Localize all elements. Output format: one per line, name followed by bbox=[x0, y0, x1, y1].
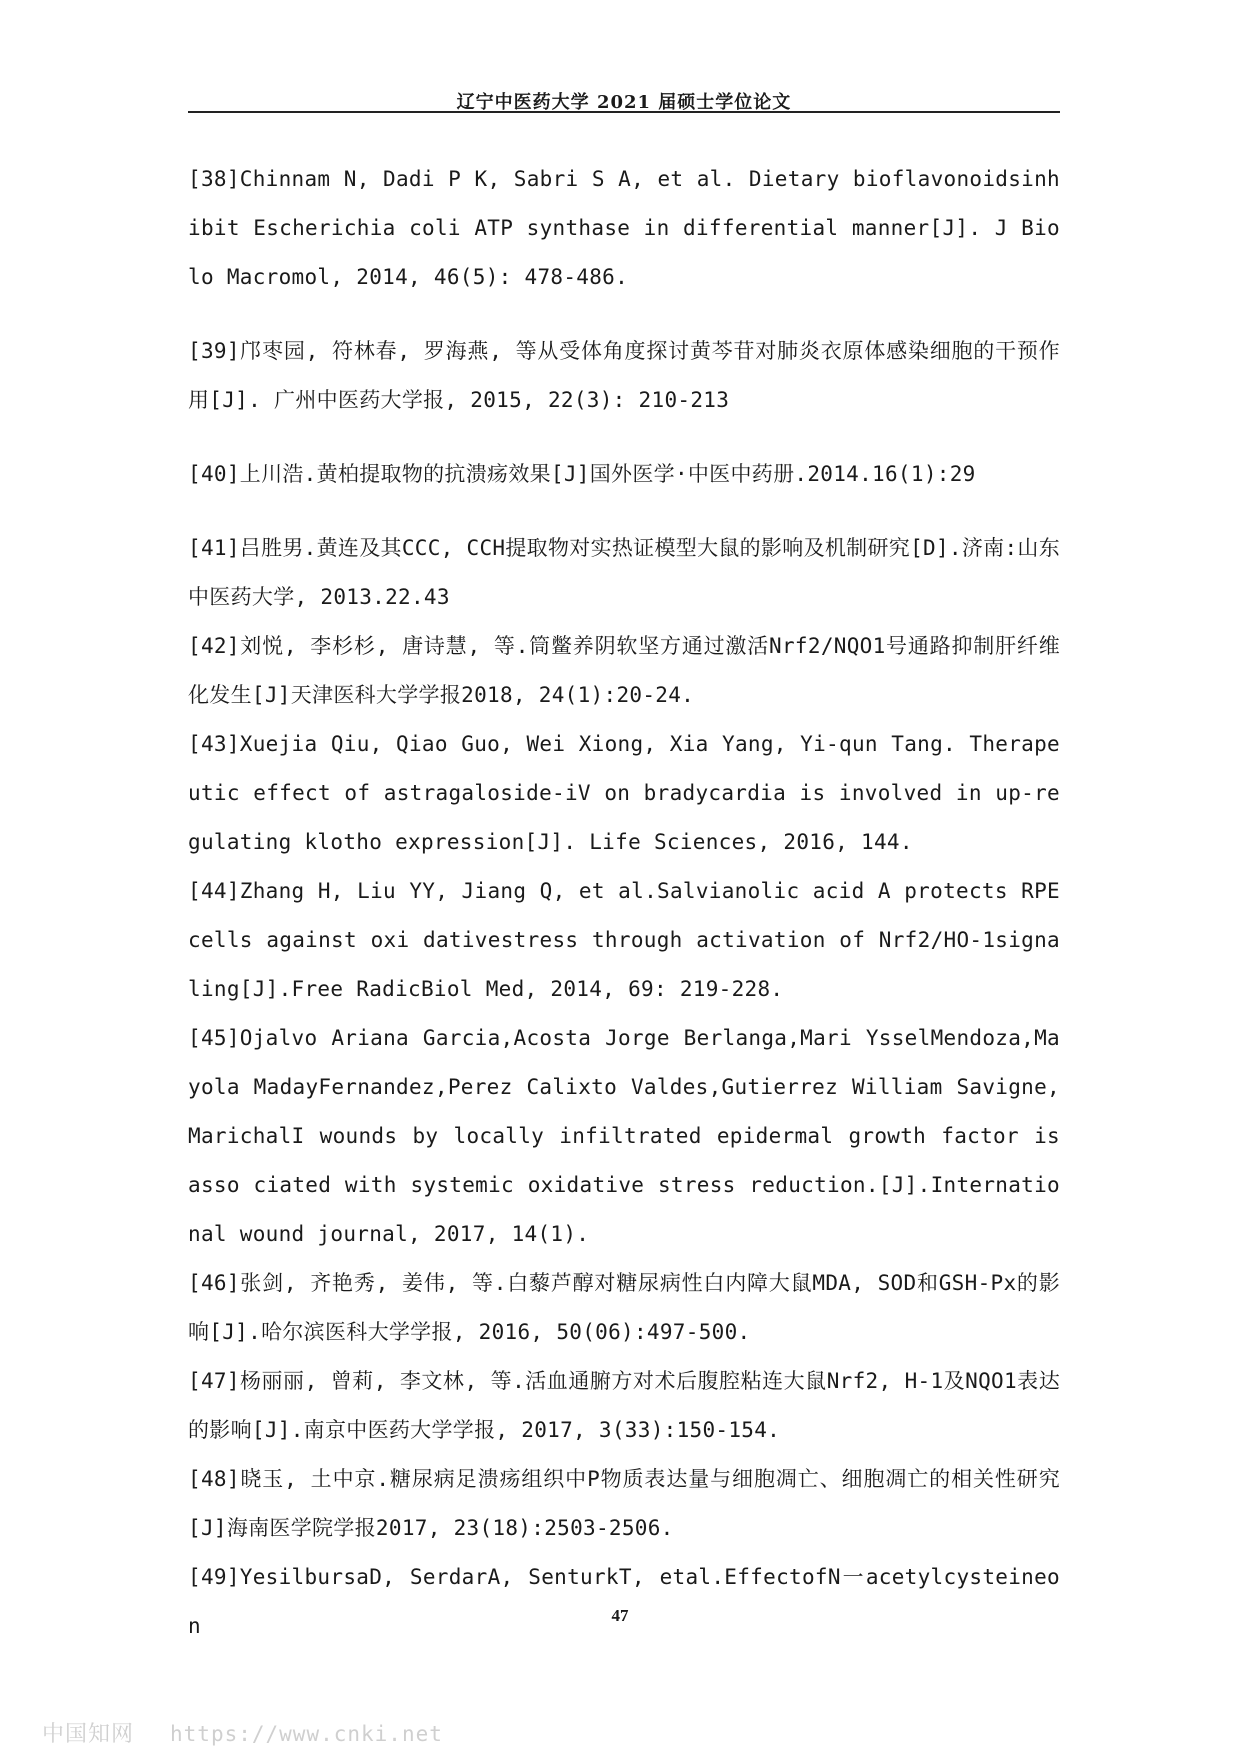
reference-item-39: [39]邝枣园, 符林春, 罗海燕, 等从受体角度探讨黄芩苷对肺炎衣原体感染细胞的干预作用[J]. 广州中医药大学报, 2015, 22(3): 210-213 bbox=[188, 339, 1060, 412]
watermark-logo-text: 中国知网 bbox=[42, 1721, 135, 1746]
reference-item-43: [43]Xuejia Qiu, Qiao Guo, Wei Xiong, Xia Yang, Yi-qun Tang. Therapeutic effect of astragaloside-iV on bradycardia is involved in up-regulating klotho expression[J]. Life Sciences, 2016, 144. bbox=[188, 732, 1060, 854]
reference-item-40: [40]上川浩.黄柏提取物的抗溃疡效果[J]国外医学·中医中药册.2014.16(1):29 bbox=[188, 462, 976, 486]
reference-list bbox=[188, 155, 1060, 1651]
watermark-url: https://www.cnki.net bbox=[170, 1722, 443, 1746]
page-number: 47 bbox=[611, 1606, 629, 1625]
reference-item-47: [47]杨丽丽, 曾莉, 李文林, 等.活血通腑方对术后腹腔粘连大鼠Nrf2, H-1及NQO1表达的影响[J].南京中医药大学学报, 2017, 3(33):150-154. bbox=[188, 1369, 1060, 1442]
reference-item-49: [49]YesilbursaD, SerdarA, SenturkT, etal.EffectofN一acetylcysteineon bbox=[188, 1565, 1060, 1638]
cnki-watermark bbox=[42, 1717, 443, 1748]
reference-item-41: [41]吕胜男.黄连及其CCC, CCH提取物对实热证模型大鼠的影响及机制研究[D].济南:山东中医药大学, 2013.22.43 bbox=[188, 536, 1060, 609]
reference-item-45: [45]Ojalvo Ariana Garcia,Acosta Jorge Berlanga,Mari YsselMendoza,Mayola MadayFernandez,Perez Calixto Valdes,Gutierrez William Savigne,MarichalI wounds by locally infiltrated epidermal growth factor is asso ciated with systemic oxidative stress reduction.[J].International wound journal, 2017, 14(1). bbox=[188, 1026, 1060, 1246]
reference-item-38: [38]Chinnam N, Dadi P K, Sabri S A, et al. Dietary bioflavonoidsinhibit Escherichia coli ATP synthase in differential manner[J]. J Biolo Macromol, 2014, 46(5): 478-486. bbox=[188, 167, 1060, 289]
reference-item-46: [46]张剑, 齐艳秀, 姜伟, 等.白藜芦醇对糖尿病性白内障大鼠MDA, SOD和GSH-Px的影响[J].哈尔滨医科大学学报, 2016, 50(06):497-500. bbox=[188, 1271, 1060, 1344]
reference-item-42: [42]刘悦, 李杉杉, 唐诗慧, 等.筒鳖养阴软坚方通过激活Nrf2/NQO1号通路抑制肝纤维化发生[J]天津医科大学学报2018, 24(1):20-24. bbox=[188, 634, 1060, 707]
reference-item-48: [48]晓玉, 土中京.糖尿病足溃疡组织中P物质表达量与细胞凋亡、细胞凋亡的相关性研究[J]海南医学院学报2017, 23(18):2503-2506. bbox=[188, 1467, 1060, 1540]
reference-item-44: [44]Zhang H, Liu YY, Jiang Q, et al.Salvianolic acid A protects RPE cells against oxi dativestress through activation of Nrf2/HO-1signaling[J].Free RadicBiol Med, 2014, 69: 219-228. bbox=[188, 879, 1060, 1001]
page-header-title: 辽宁中医药大学 2021 届硕士学位论文 bbox=[456, 92, 792, 113]
header-divider bbox=[188, 111, 1060, 113]
